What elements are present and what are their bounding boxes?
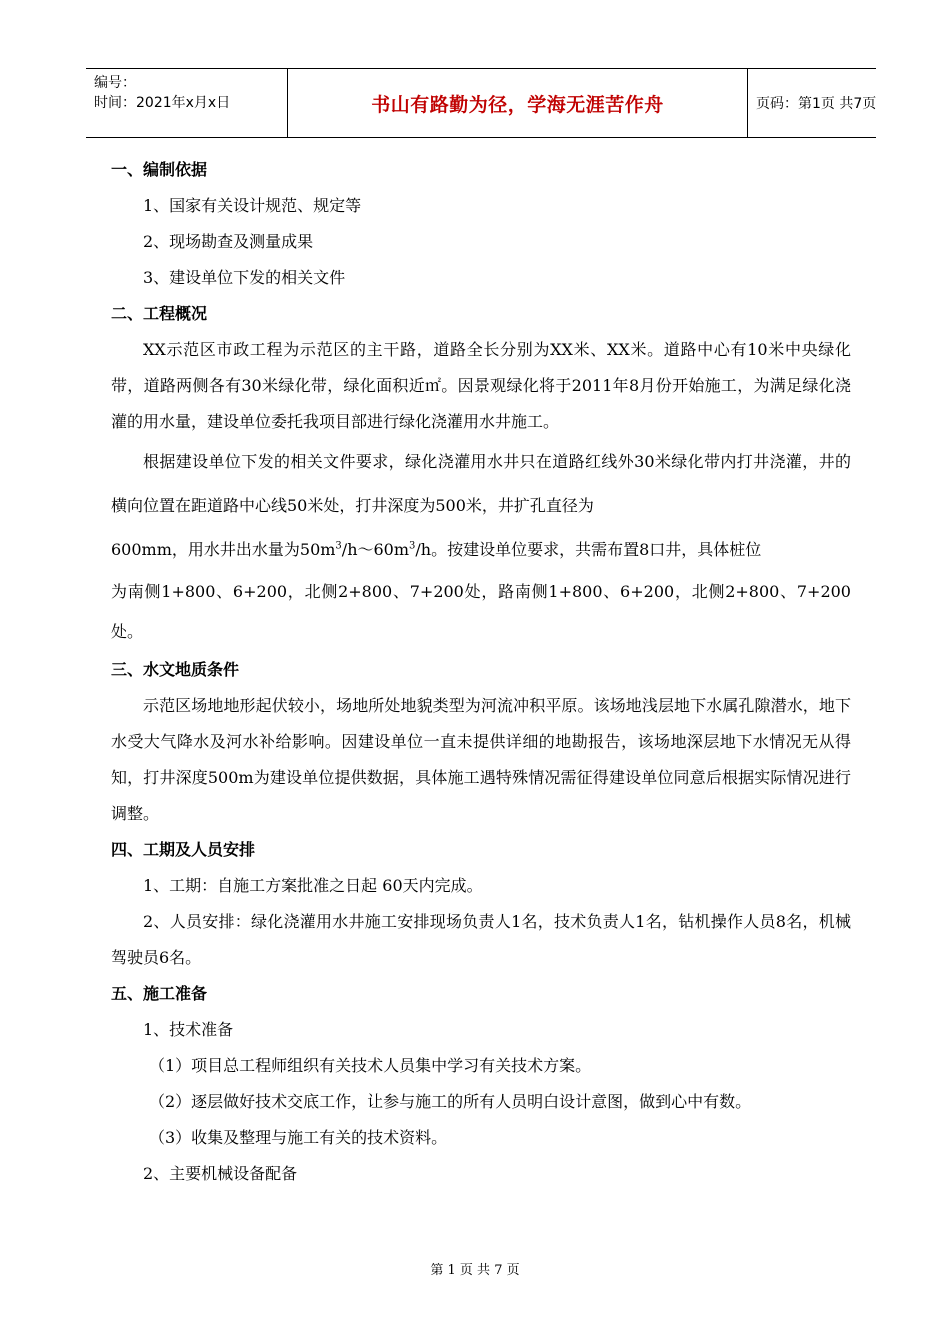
section-title-hydrology: 三、水文地质条件 (111, 660, 240, 679)
header-motto: 书山有路勤为径，学海无涯苦作舟 (371, 93, 664, 116)
list-item: 2、人员安排：绿化浇灌用水井施工安排现场负责人1名，技术负责人1名，钻机操作人员8名，机械驾驶员6名。 (111, 912, 851, 967)
list-item: 3、建设单位下发的相关文件 (143, 268, 346, 287)
text-run: 600mm，用水井出水量为50m (111, 540, 336, 559)
paragraph: 示范区场地地形起伏较小，场地所处地貌类型为河流冲积平原。该场地浅层地下水属孔隙潜水，地下水受大气降水及河水补给影响。因建设单位一直未提供详细的地勘报告，该场地深层地下水情况无从得知，打井深度500m为建设单位提供数据，具体施工遇特殊情况需征得建设单位同意后根据实际情况进行调整。 (111, 696, 851, 823)
section-title-overview: 二、工程概况 (111, 304, 208, 323)
document-body (111, 152, 851, 1192)
paragraph: XX示范区市政工程为示范区的主干路，道路全长分别为XX米、XX米。道路中心有10米中央绿化带，道路两侧各有30米绿化带，绿化面积近㎡。因景观绿化将于2011年8月份开始施工，为满足绿化浇灌的用水量，建设单位委托我项目部进行绿化浇灌用水井施工。 (111, 340, 851, 431)
header-page-info: 页码：第1页 共7页 (756, 96, 877, 112)
document-time-label: 时间：2021年x月x日 (94, 95, 231, 111)
list-item: 2、现场勘查及测量成果 (143, 232, 314, 251)
superscript: 3 (335, 540, 342, 552)
section-title-preparation: 五、施工准备 (111, 984, 208, 1003)
document-header (86, 68, 876, 138)
text-run: /h。按建设单位要求，共需布置8口井，具体桩位 (415, 540, 762, 559)
list-item: 1、技术准备 (143, 1020, 234, 1039)
header-meta (86, 69, 287, 137)
paragraph-continued (111, 528, 851, 572)
sub-list-item: （3）收集及整理与施工有关的技术资料。 (149, 1128, 448, 1147)
document-number-label: 编号： (94, 75, 136, 91)
paragraph: 根据建设单位下发的相关文件要求，绿化浇灌用水井只在道路红线外30米绿化带内打井浇灌，井的横向位置在距道路中心线50米处，打井深度为500米，井扩孔直径为 (111, 452, 851, 515)
page-footer: 第 1 页 共 7 页 (430, 1263, 520, 1278)
list-item: 1、工期：自施工方案批准之日起 60天内完成。 (143, 876, 483, 895)
section-title-basis: 一、编制依据 (111, 160, 208, 179)
superscript: 3 (409, 540, 416, 552)
sub-list-item: （1）项目总工程师组织有关技术人员集中学习有关技术方案。 (149, 1056, 592, 1075)
list-item: 1、国家有关设计规范、规定等 (143, 196, 362, 215)
section-title-schedule: 四、工期及人员安排 (111, 840, 256, 859)
paragraph-continued: 为南侧1+800、6+200，北侧2+800、7+200处，路南侧1+800、6+200，北侧2+800、7+200处。 (111, 582, 851, 641)
text-run: /h～60m (341, 540, 410, 559)
header-motto-cell (287, 69, 748, 137)
list-item: 2、主要机械设备配备 (143, 1164, 298, 1183)
sub-list-item: （2）逐层做好技术交底工作，让参与施工的所有人员明白设计意图，做到心中有数。 (149, 1092, 752, 1111)
